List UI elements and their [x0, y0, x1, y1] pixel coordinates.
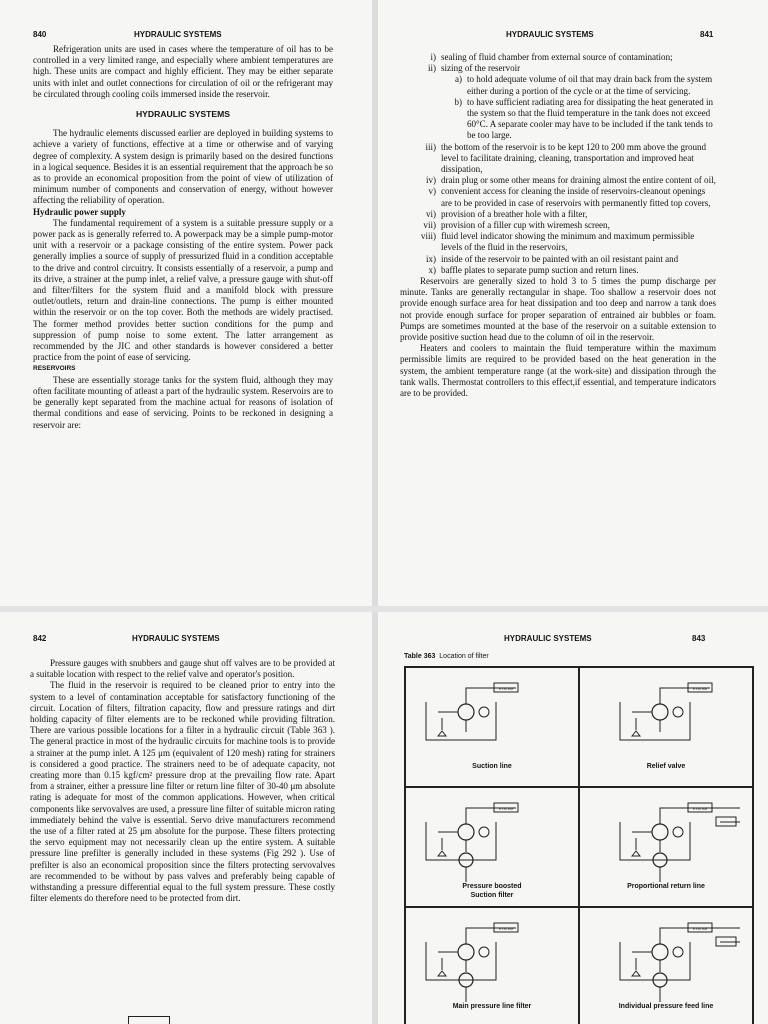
list-item — [400, 142, 716, 176]
list-item-text: convenient access for cleaning the inside of reservoirs-cleanout openings are to be provided in case of reservoirs with permanently fitted top covers, — [441, 186, 711, 208]
list-item-text: provision of a filler cup with wiremesh screen, — [441, 220, 610, 231]
page-number: 842 — [33, 634, 47, 643]
list-item-text: to have sufficient radiating area for dissipating the heat generated in the system so that the fluid temperature in the tank does not exceed 60°C. A separate cooler may have to be included if the tank tends to be too large. — [467, 96, 714, 141]
running-head: HYDRAULIC SYSTEMS — [132, 634, 220, 643]
list-item — [400, 175, 716, 186]
running-head: HYDRAULIC SYSTEMS — [506, 30, 594, 39]
page-body — [30, 658, 335, 904]
list-item — [400, 74, 716, 96]
page-number: 840 — [33, 30, 47, 39]
table-cell — [405, 787, 579, 907]
list-item — [400, 97, 716, 142]
list-item-number: iv) — [425, 175, 436, 186]
table-cell-caption: Suction line — [472, 763, 512, 770]
paragraph: Reservoirs are generally sized to hold 3 to 5 times the pump discharge per minute. Tanks are generally rectangular in shape. Too shallow a reservoir does not provide enough surface area for heat dissipation and too deep and narrow a tank does not provide enough surface for proper separation of entrained air bubbles or foam. Pumps are sometimes mounted at the base of the reservoir on a suitable extension to provide positive suction head due to the column of oil in the reservoir. — [400, 276, 716, 343]
list-item — [400, 63, 716, 74]
list-item-text: drain plug or some other means for draining almost the entire content of oil, — [441, 175, 716, 186]
list-item-text: baffle plates to separate pump suction and return lines. — [441, 264, 639, 275]
table-title: Location of filter — [439, 653, 489, 660]
table-cell — [405, 667, 579, 787]
page-number: 843 — [692, 634, 706, 643]
reservoir-points-list — [400, 52, 716, 276]
table-cell-caption: Proportional return line — [627, 883, 705, 890]
list-item — [400, 254, 716, 265]
table-label: Table 363 — [404, 653, 436, 660]
subheading: RESERVOIRS — [33, 365, 76, 373]
list-item — [400, 265, 716, 276]
list-item-number: a) — [454, 74, 462, 85]
list-item-number: ii) — [427, 63, 436, 74]
table-cell — [579, 907, 753, 1024]
table-cell-caption: Pressure boosted Suction filter — [462, 883, 522, 899]
paragraph: Refrigeration units are used in cases where the temperature of oil has to be controlled in a very limited range, and especially where ambient temperatures are high. These units are compact and highly efficient. They may be either separate units with inlet and outlet connections for circulation of oil or the refrigerant may be circulated through cooling coils immersed inside the reservoir. — [33, 44, 333, 99]
list-item-number: vii) — [423, 220, 436, 231]
schematic-box-label: SYSTEM — [498, 927, 514, 931]
page-body — [33, 44, 333, 431]
table-cell-caption: Main pressure line filter — [452, 1003, 532, 1010]
list-item-number: x) — [428, 264, 436, 275]
schematic-box-label: SYSTEM — [692, 807, 708, 811]
table-caption — [404, 653, 489, 660]
paragraph: The hydraulic elements discussed earlier are deployed in building systems to achieve a variety of functions, effective at a time or otherwise and of varying degree of complexity. A system design is primarily based on the desired functions in a logical sequence. Besides it is an essential requirement that the approach be so as to provide an economical proposition from the point of view of utilization of minimum number of components and conservation of energy, without however affecting the reliability of operation. — [33, 128, 333, 206]
list-item-number: vi) — [425, 208, 436, 219]
list-item-text: inside of the reservoir to be painted with an oil resistant paint and — [441, 253, 679, 264]
running-head: HYDRAULIC SYSTEMS — [504, 634, 592, 643]
page-842 — [0, 612, 372, 1024]
list-item — [400, 220, 716, 231]
paragraph: Pressure gauges with snubbers and gauge shut off valves are to be provided at a suitable location with respect to the relief valve and operator's position. — [30, 658, 335, 680]
list-item-number: iii) — [425, 141, 436, 152]
page-body — [400, 52, 716, 399]
list-item-number: i) — [430, 52, 436, 62]
filter-location-table — [404, 666, 754, 1024]
page-number: 841 — [700, 30, 714, 39]
schematic-box-label: SYSTEM — [498, 687, 514, 691]
table-cell-caption: Relief valve — [646, 763, 686, 770]
list-item — [400, 209, 716, 220]
page-840 — [0, 0, 372, 606]
list-item-text: to hold adequate volume of oil that may drain back from the system either during a portion of the cycle or at the time of servicing. — [467, 74, 713, 96]
section-title: HYDRAULIC SYSTEMS — [135, 109, 231, 120]
schematic-box-label: SYSTEM — [692, 927, 708, 931]
schematic-box-label: SYSTEM — [692, 687, 708, 691]
list-item-number: viii) — [420, 231, 436, 242]
table-cell — [579, 667, 753, 787]
list-item — [400, 231, 716, 253]
paragraph: The fluid in the reservoir is required to be cleaned prior to entry into the system to a level of contamination acceptable for satisfactory functioning of the circuit. Location of filters, filtration capacity, flow and pressure ratings and dirt holding capacity of filter elements are to be reckoned while providing filtration. There are various possible locations for a filter in a hydraulic circuit (Table 363 ). The general practice in most of the hydraulic circuits for machine tools is to provide a strainer at the pump inlet. A 125 μm (equivalent of 120 mesh) rating for strainers is considered a good practice. The strainers need to be of adequate capacity, not creating more than 0.15 kgf/cm² pressure drop at the prevailing flow rate. Apart from a strainer, either a pressure line filter or return line filter of 30-40 μm absolute rating is adequate for most of the common applications. However, when critical components like servovalves are used, a pressure line filter of suitable micron rating immediately behind the valve is essential. Servo drive manufacturers recommend the use of a filter rated at 25 μm absolute for the purpose. These filters protecting the servo equipment may not necessarily clean up the entire system. A suitable pressure line prefilter is generally included in these systems (Fig 292 ). Use of prefilter is also an economical proposition since the filters protecting servovalves are recommended to be without by pass valves and preferably being capable of withstanding a pressure differential equal to the full system pressure. These costly filter elements do therefore need to be protected from dirt. — [30, 680, 335, 904]
paragraph: Heaters and coolers to maintain the fluid temperature within the maximum permissible limits are required to be provided based on the heat generation in the system, the ambient temperature range (at the work-site) and dissipation through the tank walls. Thermostat controllers to this effect,if essential, and temperature indicators are to be provided. — [400, 343, 716, 399]
subheading: Hydraulic power supply — [33, 206, 126, 217]
page-841 — [378, 0, 768, 606]
schematic-box-label: SYSTEM — [498, 807, 514, 811]
paragraph: The fundamental requirement of a system is a suitable pressure supply or a power pack as is generally referred to. A powerpack may be a simple pump-motor unit with a reservoir or a package consisting of the entire system. Power pack generally implies a source of supply of pressurized fluid in a condition acceptable to the drive and control circuitry. It consists essentially of a reservoir, a pump and its drive, a strainer at the pump inlet, a relief valve, a pressure gauge with shut-off and filter/filters for the system fluid and a manifold block with pressure outlet/outlets, return and drain-line connections. The pump is either mounted within the reservoir or on the top cover. Both the methods are widely practised. The former method provides better suction conditions for the pump and suppression of pump noise to some extent. The latter arrangement as recommended by the JIC and other standards is however considered a better practice from the point of ease of servicing. — [33, 217, 333, 363]
list-item-number: ix) — [425, 253, 436, 264]
list-item-number: b) — [454, 96, 462, 107]
paragraph: These are essentially storage tanks for the system fluid, although they may often facilitate mounting of atleast a part of the hydraulic system. Reservoirs are to be generally kept separated from the machine actual for reasons of isolation of thermal conditions and ease of servicing. Points to be reckoned in designing a reservoir are: — [33, 374, 333, 430]
list-item-text: provision of a breather hole with a filter, — [441, 208, 588, 219]
table-cell — [579, 787, 753, 907]
table-cell — [405, 907, 579, 1024]
figure-fragment — [128, 1016, 170, 1024]
table-cell-caption: Individual pressure feed line — [618, 1003, 714, 1010]
list-item-text: sealing of fluid chamber from external source of contamination; — [441, 52, 673, 62]
list-item — [400, 186, 716, 208]
list-item — [400, 52, 716, 63]
list-item-text: sizing of the reservoir — [441, 63, 521, 74]
list-item-text: the bottom of the reservoir is to be kept 120 to 200 mm above the ground level to facilitate draining, cleaning, transportation and improved heat dissipation, — [441, 141, 707, 175]
running-head: HYDRAULIC SYSTEMS — [134, 30, 222, 39]
list-item-number: v) — [428, 186, 436, 197]
list-item-text: fluid level indicator showing the minimum and maximum permissible levels of the fluid in the reservoirs, — [441, 231, 695, 253]
page-843 — [378, 612, 768, 1024]
